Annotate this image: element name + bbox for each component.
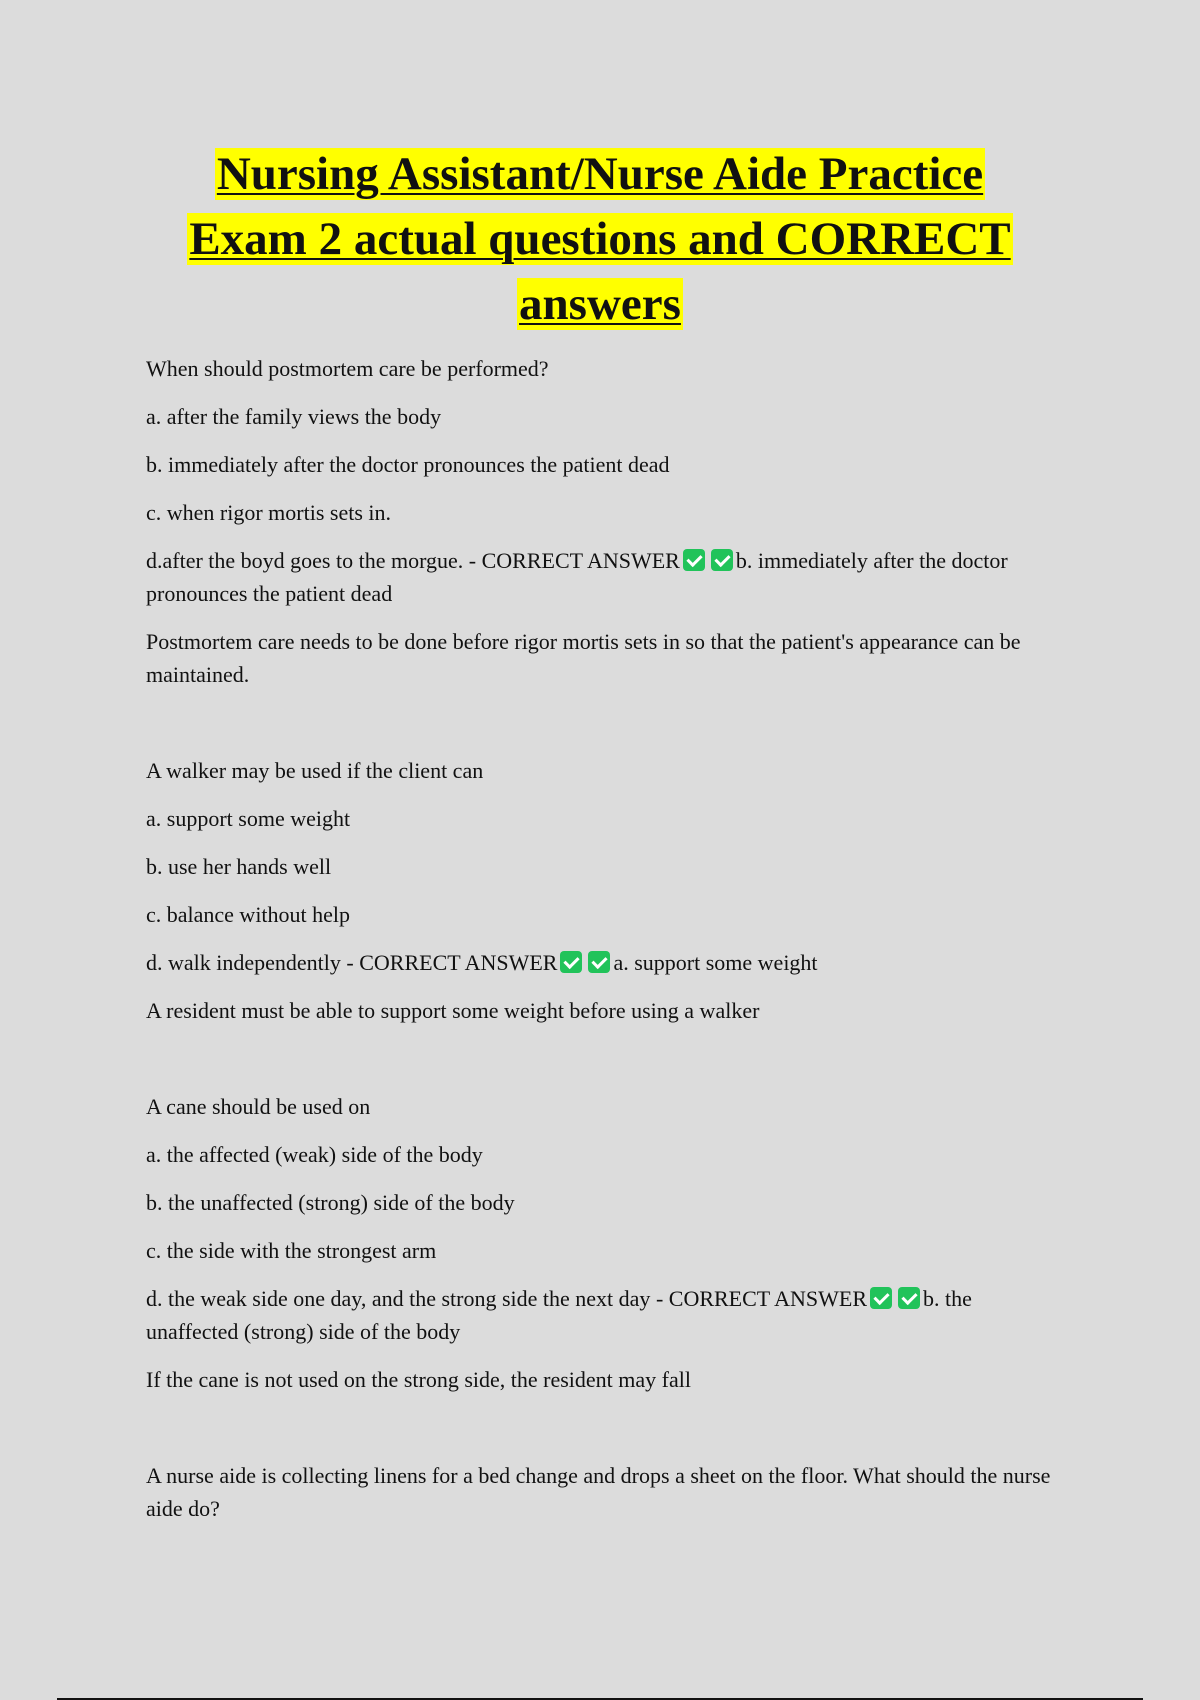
question-2 — [146, 754, 1061, 1027]
option-c: c. balance without help — [146, 902, 351, 927]
correct-answer-text: a. support some weight — [613, 950, 818, 975]
option-b: b. the unaffected (strong) side of the body — [146, 1190, 515, 1215]
option-a: a. the affected (weak) side of the body — [146, 1142, 483, 1167]
check-box-icon — [683, 549, 705, 571]
correct-answer-text: b. immediately after the doctor pronounces the patient dead — [146, 548, 1008, 606]
correct-answer-marker: - CORRECT ANSWER — [346, 950, 558, 975]
option-a: a. support some weight — [146, 806, 351, 831]
spacer — [146, 1042, 1061, 1090]
title-line-3: answers — [519, 278, 681, 330]
spacer — [146, 1411, 1061, 1459]
question-prompt: A walker may be used if the client can — [146, 758, 484, 783]
correct-answer-marker: - CORRECT ANSWER — [468, 548, 680, 573]
spacer — [146, 706, 1061, 754]
option-b: b. use her hands well — [146, 854, 332, 879]
question-prompt: A nurse aide is collecting linens for a bed change and drops a sheet on the floor. What should the nurse aide do? — [146, 1463, 1051, 1521]
check-box-icon — [560, 951, 582, 973]
question-1 — [146, 352, 1061, 691]
option-b: b. immediately after the doctor pronounces the patient dead — [146, 452, 670, 477]
question-3 — [146, 1090, 1061, 1396]
question-prompt: A cane should be used on — [146, 1094, 371, 1119]
answer-explanation: A resident must be able to support some weight before using a walker — [146, 998, 760, 1023]
option-c: c. the side with the strongest arm — [146, 1238, 437, 1263]
correct-answer-marker: - CORRECT ANSWER — [655, 1286, 867, 1311]
check-box-icon — [711, 549, 733, 571]
correct-answer-text: b. the unaffected (strong) side of the body — [146, 1286, 972, 1344]
document-body — [146, 352, 1061, 1540]
answer-explanation: Postmortem care needs to be done before rigor mortis sets in so that the patient's appearance can be maintained. — [146, 629, 1021, 687]
question-prompt: When should postmortem care be performed? — [146, 356, 549, 381]
option-d-with-answer — [146, 1282, 1061, 1348]
title-line-1: Nursing Assistant/Nurse Aide Practice — [216, 148, 984, 200]
option-a: a. after the family views the body — [146, 404, 442, 429]
title-line-2: Exam 2 actual questions and CORRECT — [189, 213, 1011, 265]
check-box-icon — [588, 951, 610, 973]
answer-explanation: If the cane is not used on the strong side, the resident may fall — [146, 1367, 691, 1392]
option-d: d. walk independently — [146, 950, 341, 975]
option-d: d.after the boyd goes to the morgue. — [146, 548, 464, 573]
option-c: c. when rigor mortis sets in. — [146, 500, 392, 525]
option-d: d. the weak side one day, and the strong side the next day — [146, 1286, 651, 1311]
document-title — [100, 142, 1100, 337]
question-4 — [146, 1459, 1061, 1525]
check-box-icon — [870, 1287, 892, 1309]
option-d-with-answer — [146, 946, 1061, 979]
check-box-icon — [898, 1287, 920, 1309]
option-d-with-answer — [146, 544, 1061, 610]
